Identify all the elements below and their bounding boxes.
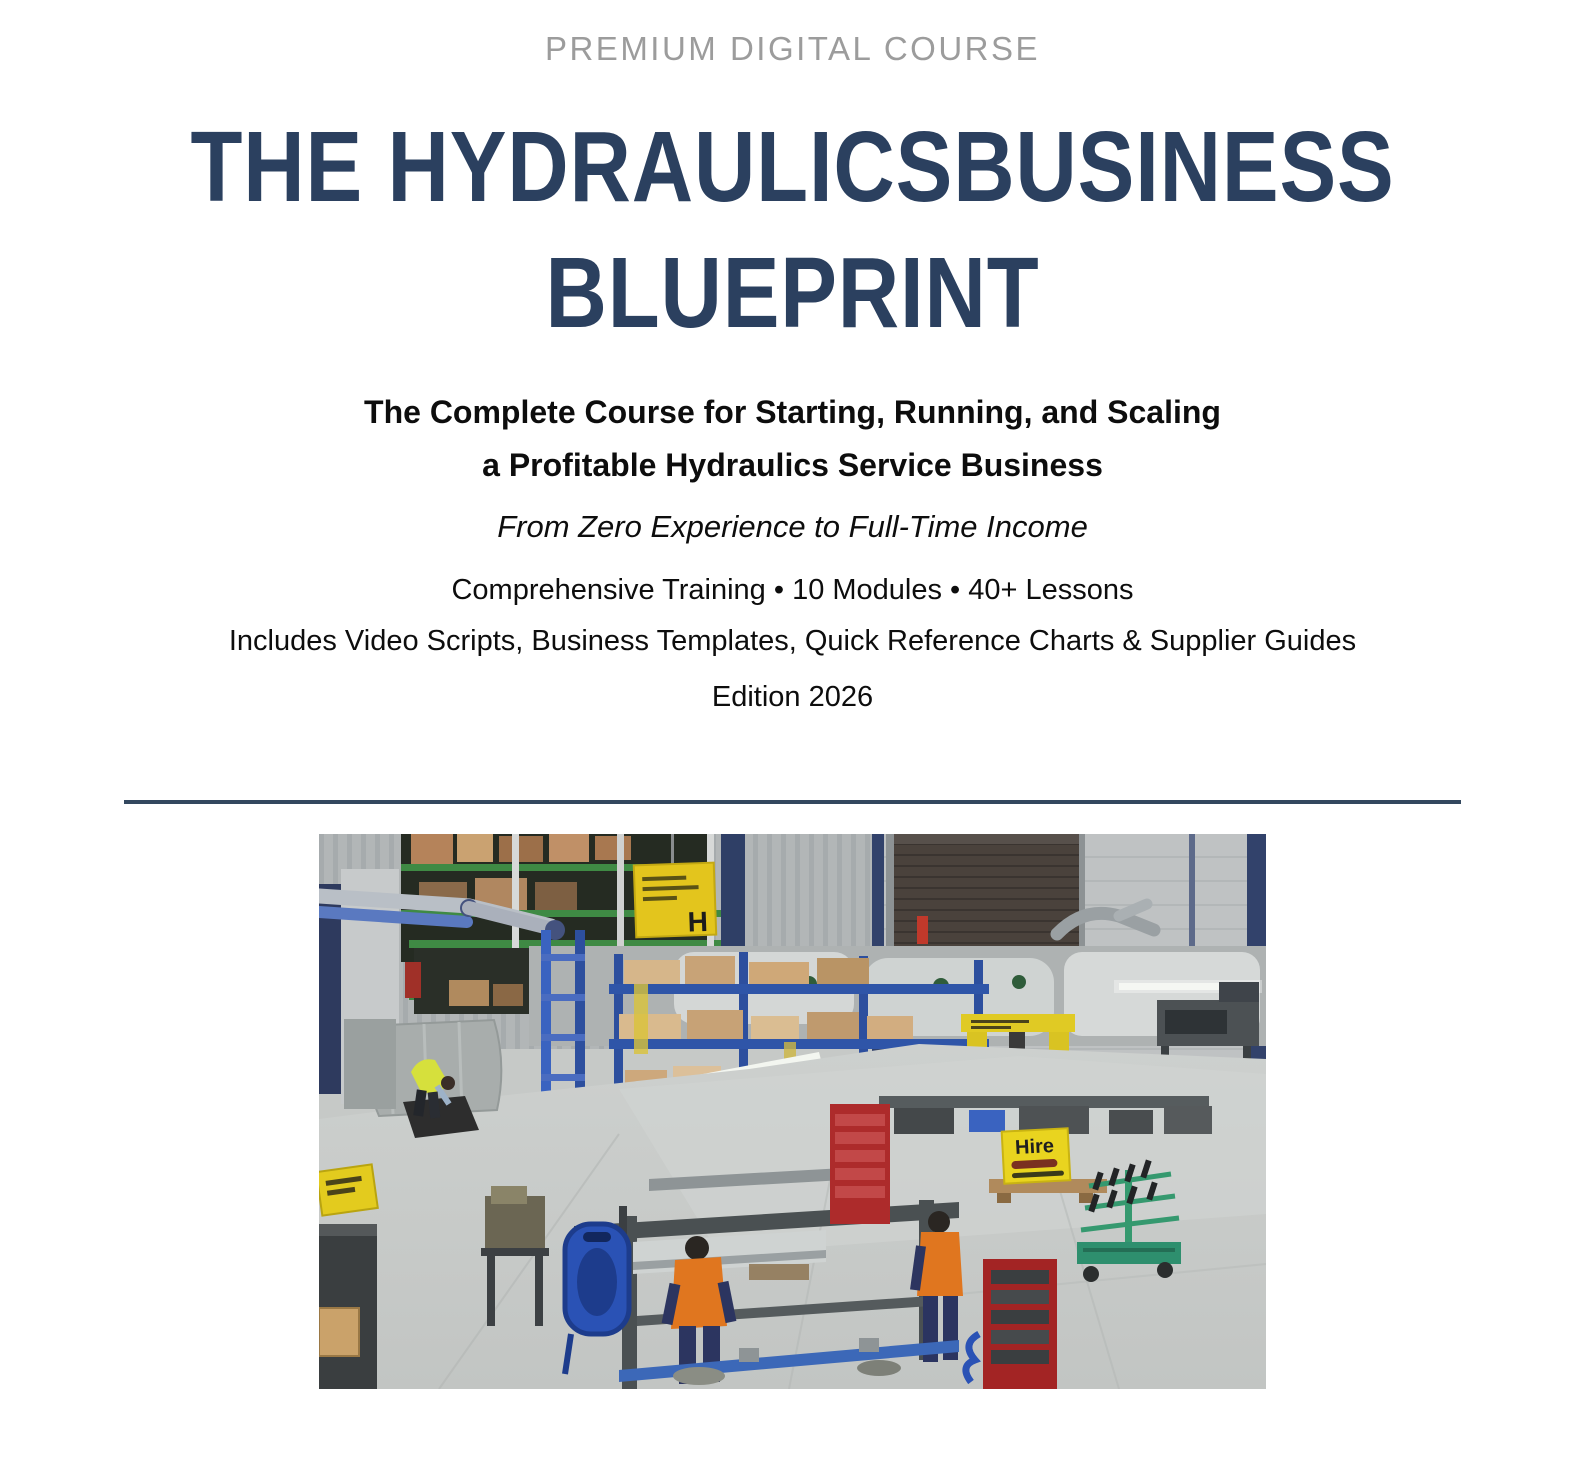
workshop-photo — [319, 834, 1266, 1389]
floor-items-left — [319, 1164, 378, 1389]
eyebrow-label: PREMIUM DIGITAL COURSE — [544, 30, 1041, 67]
course-title-line1: THE HYDRAULICSBUSINESS — [190, 111, 1395, 223]
course-title-line2: BLUEPRINT — [545, 237, 1040, 349]
course-meta-line2: Includes Video Scripts, Business Templates, Quick Reference Charts & Supplier Guides — [228, 625, 1357, 657]
course-title — [0, 104, 1585, 356]
course-subtitle-line2: a Profitable Hydraulics Service Business — [482, 447, 1103, 483]
workshop-photo-illustration — [319, 834, 1266, 1389]
course-subtitle-line1: The Complete Course for Starting, Running, and Scaling — [364, 394, 1221, 430]
course-subtitle — [0, 386, 1585, 492]
section-divider — [124, 800, 1461, 804]
course-meta-line1: Comprehensive Training • 10 Modules • 40+ Lessons — [451, 574, 1134, 606]
course-tagline: From Zero Experience to Full-Time Income — [497, 509, 1088, 544]
hanging-sign-logo: H — [687, 905, 709, 938]
course-meta — [198, 565, 1388, 667]
hire-sign-label: Hire — [1014, 1135, 1055, 1160]
course-cover-page — [0, 30, 1585, 1467]
edition-label: Edition 2026 — [711, 681, 874, 713]
